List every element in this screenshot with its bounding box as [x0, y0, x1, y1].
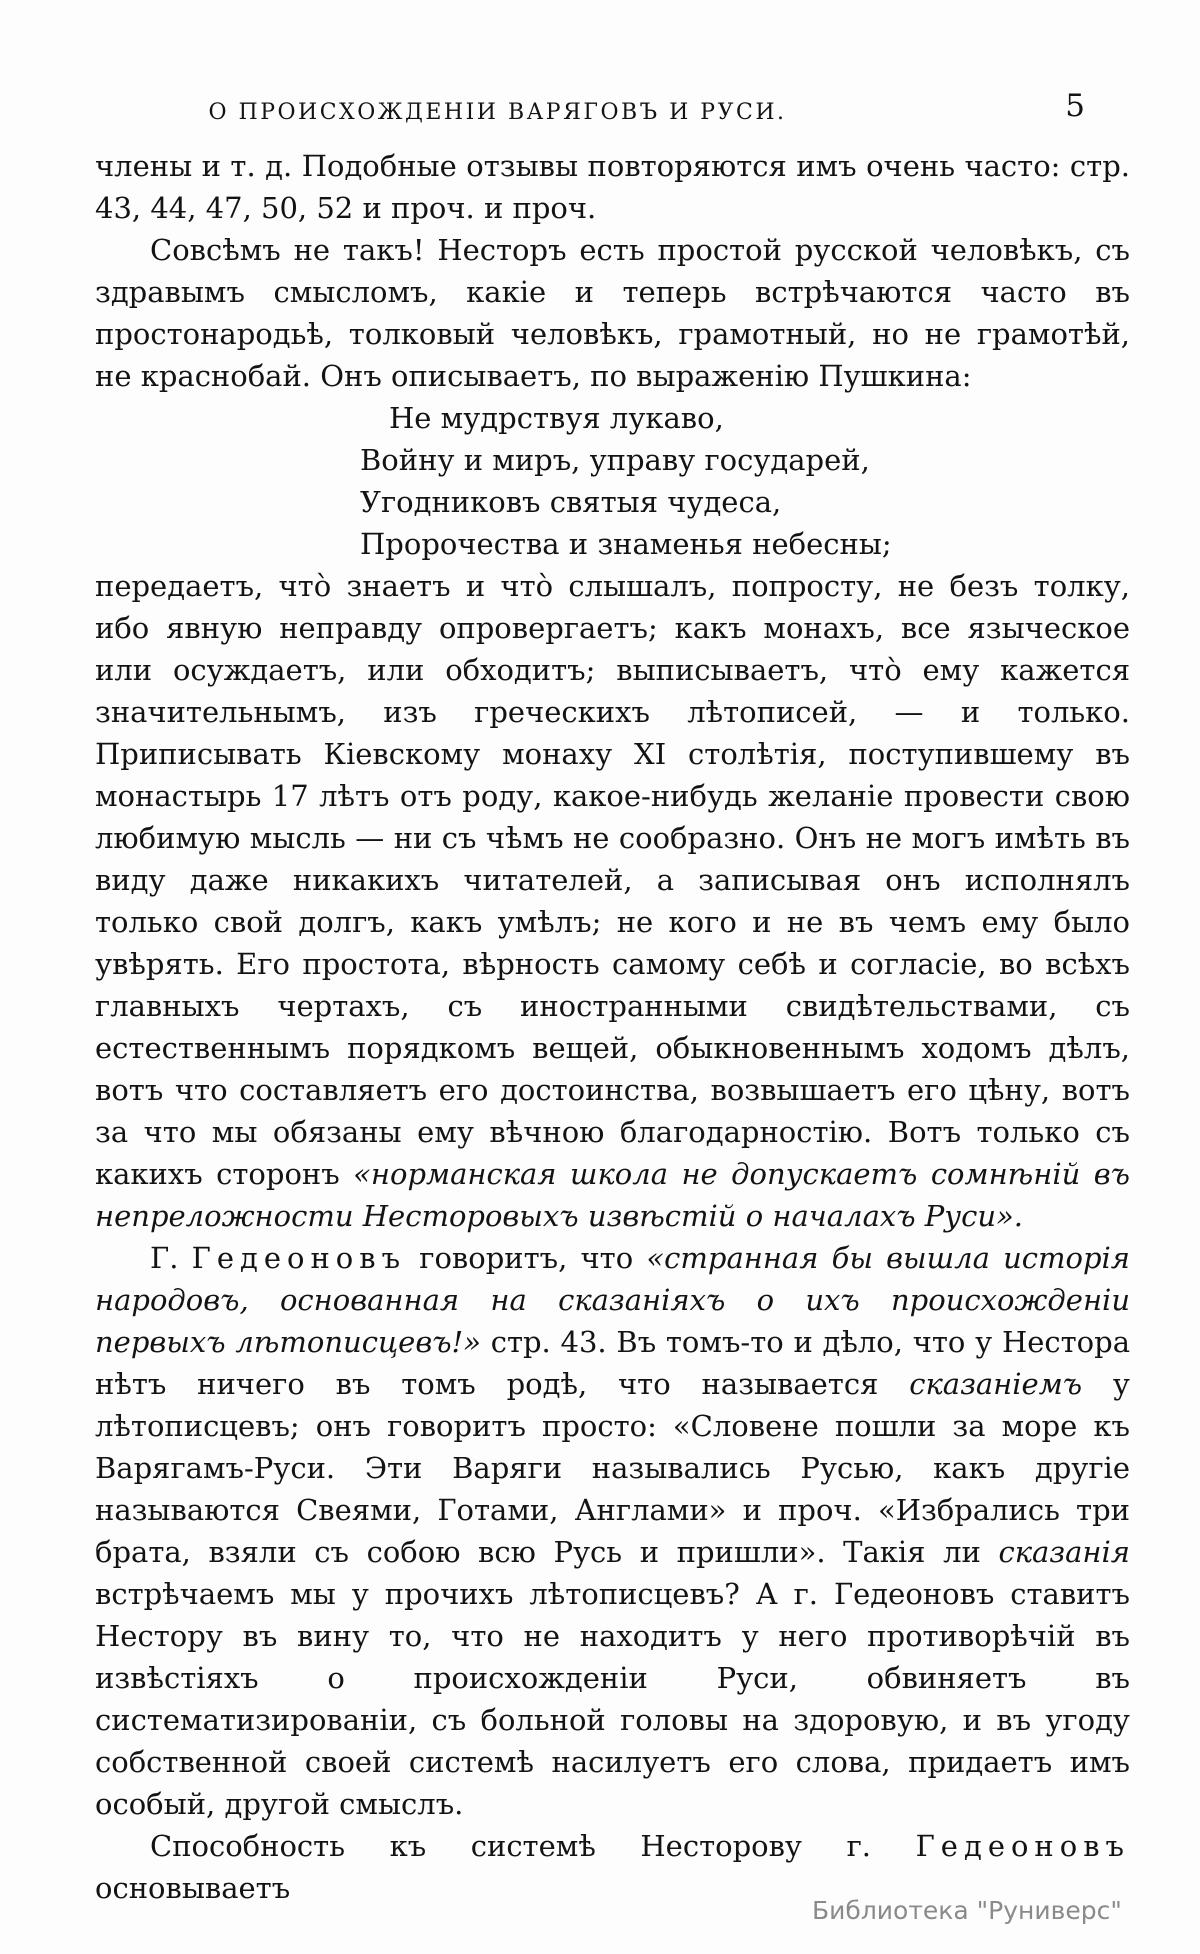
text-segment: стр. 43. Въ томъ-то и дѣло, что у Нестора нѣтъ ничего въ томъ родѣ, что называется	[95, 1325, 1130, 1401]
text-segment: Г.	[150, 1241, 192, 1275]
page-number: 5	[1065, 88, 1085, 124]
text-block	[95, 145, 1130, 1909]
italic-text-segment: «норманская школа не допускаетъ сомнѣній въ непреложности Несторовыхъ извѣстій о началахъ Руси».	[95, 1157, 1130, 1233]
italic-text-segment: «странная бы вышла исторія народовъ, основанная на сказаніяхъ о ихъ происхожденіи первыхъ лѣтописцевъ!»	[95, 1241, 1131, 1359]
text-segment: встрѣчаемъ мы у прочихъ лѣтописцевъ? А г. Гедеоновъ ставитъ Нестору въ вину то, что не находитъ у него противорѣчій въ извѣстіяхъ о происхожденіи Руси, обвиняетъ въ систематизированіи, съ больной головы на здоровую, и въ угоду собственной своей системѣ насилуетъ его слова, придаетъ имъ особый, другой смыслъ.	[95, 1577, 1130, 1821]
verse-line: Войну и миръ, управу государей,	[360, 443, 870, 477]
page-title: О ПРОИСХОЖДЕНІИ ВАРЯГОВЪ И РУСИ.	[208, 100, 787, 125]
text-segment: передаетъ, чтò знаетъ и чтò слышалъ, попросту, не безъ толку, ибо явную неправду опровергаетъ; какъ монахъ, все языческое или осуждаетъ, или обходитъ; выписываетъ, чтò ему кажется значительнымъ, изъ греческихъ лѣтописей, — и только. Приписывать Кіевскому монаху XI столѣтія, поступившему въ монастырь 17 лѣтъ отъ роду, какое-нибудь желаніе провести свою любимую мысль — ни съ чѣмъ не сообразно. Онъ не могъ имѣть въ виду даже никакихъ читателей, а записывая онъ исполнялъ только свой долгъ, какъ умѣлъ; не кого и не въ чемъ ему было увѣрять. Его простота, вѣрность самому себѣ и согласіе, во всѣхъ главныхъ чертахъ, съ иностранными свидѣтельствами, съ естественнымъ порядкомъ вещей, обыкновеннымъ ходомъ дѣлъ, вотъ что составляетъ его достоинства, возвышаетъ его цѣну, вотъ за что мы обязаны ему вѣчною благодарностію. Вотъ только съ какихъ сторонъ	[95, 569, 1130, 1191]
body-paragraph	[95, 1237, 1130, 1825]
body-paragraph	[95, 145, 1130, 229]
verse-line: Пророчества и знаменья небесны;	[360, 527, 892, 561]
watermark: Библиотека "Руниверс"	[812, 1896, 1122, 1925]
text-segment: говоритъ, что	[406, 1241, 647, 1275]
text-segment: основываетъ	[95, 1871, 291, 1905]
verse-block	[360, 397, 1130, 565]
text-segment: Совсѣмъ не такъ! Несторъ есть простой русской человѣкъ, съ здравымъ смысломъ, какіе и теперь встрѣчаются часто въ простонародьѣ, толковый человѣкъ, грамотный, но не грамотѣй, не краснобай. Онъ описываетъ, по выраженію Пушкина:	[95, 233, 1130, 393]
text-segment: Способность къ системѣ Несторову г.	[150, 1829, 916, 1863]
running-header	[95, 86, 1130, 136]
verse-line: Угодниковъ святыя чудеса,	[360, 485, 782, 519]
italic-text-segment: сказаніемъ	[909, 1367, 1083, 1401]
verse-line: Не мудрствуя лукаво,	[389, 401, 724, 435]
text-segment: члены и т. д. Подобные отзывы повторяются имъ очень часто: стр. 43, 44, 47, 50, 52 и проч. и проч.	[95, 149, 1130, 225]
spaced-name-segment: Гедеоновъ	[915, 1829, 1130, 1863]
italic-text-segment: сказанія	[998, 1535, 1130, 1569]
body-paragraph	[95, 565, 1130, 1237]
spaced-name-segment: Гедеоновъ	[191, 1241, 407, 1275]
text-segment: у лѣтописцевъ; онъ говоритъ просто: «Словене пошли за море къ Варягамъ-Руси. Эти Варяги назывались Русью, какъ другіе называются Свеями, Готами, Англами» и проч. «Избрались три брата, взяли съ собою всю Русь и пришли». Такія ли	[95, 1367, 1130, 1569]
body-paragraph	[95, 229, 1130, 397]
